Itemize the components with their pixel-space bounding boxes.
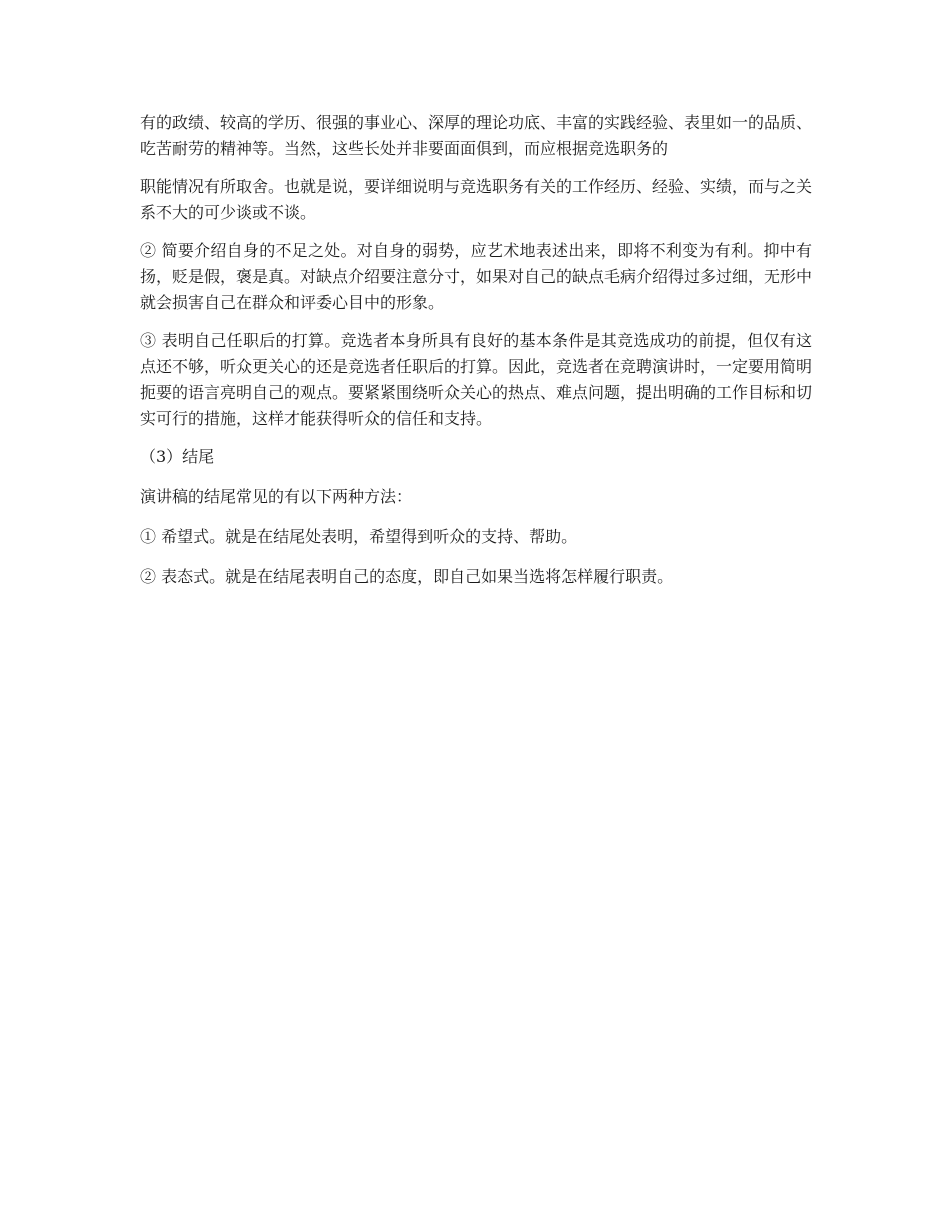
paragraph-method-1-hope: ① 希望式。就是在结尾处表明，希望得到听众的支持、帮助。 (140, 527, 578, 546)
section-heading-ending: （3）结尾 (140, 447, 215, 466)
paragraph-strengths-continued: 有的政绩、较高的学历、很强的事业心、深厚的理论功底、丰富的实践经验、表里如一的品质、吃苦耐劳的精神等。当然，这些长处并非要面面俱到，而应根据竞选职务的 (140, 113, 813, 158)
paragraph-ending-methods: 演讲稿的结尾常见的有以下两种方法： (140, 487, 413, 506)
paragraph-method-2-pledge: ② 表态式。就是在结尾表明自己的态度，即自己如果当选将怎样履行职责。 (140, 567, 674, 586)
paragraph-job-relevance: 职能情况有所取舍。也就是说，要详细说明与竞选职务有关的工作经历、经验、实绩，而与之关系不大的可少谈或不谈。 (140, 177, 813, 222)
paragraph-point-3-plans: ③ 表明自己任职后的打算。竞选者本身所具有良好的基本条件是其竞选成功的前提，但仅有这点还不够，听众更关心的还是竞选者任职后的打算。因此，竞选者在竞聘演讲时，一定要用简明扼要的语言亮明自己的观点。要紧紧围绕听众关心的热点、难点问题，提出明确的工作目标和切实可行的措施，这样才能获得听众的信任和支持。 (140, 331, 813, 428)
paragraph-point-2-weaknesses: ② 简要介绍自身的不足之处。对自身的弱势，应艺术地表述出来，即将不利变为有利。抑中有扬，贬是假，褒是真。对缺点介绍要注意分寸，如果对自己的缺点毛病介绍得过多过细，无形中就会损害自己在群众和评委心目中的形象。 (140, 241, 813, 312)
document-body (140, 110, 812, 604)
